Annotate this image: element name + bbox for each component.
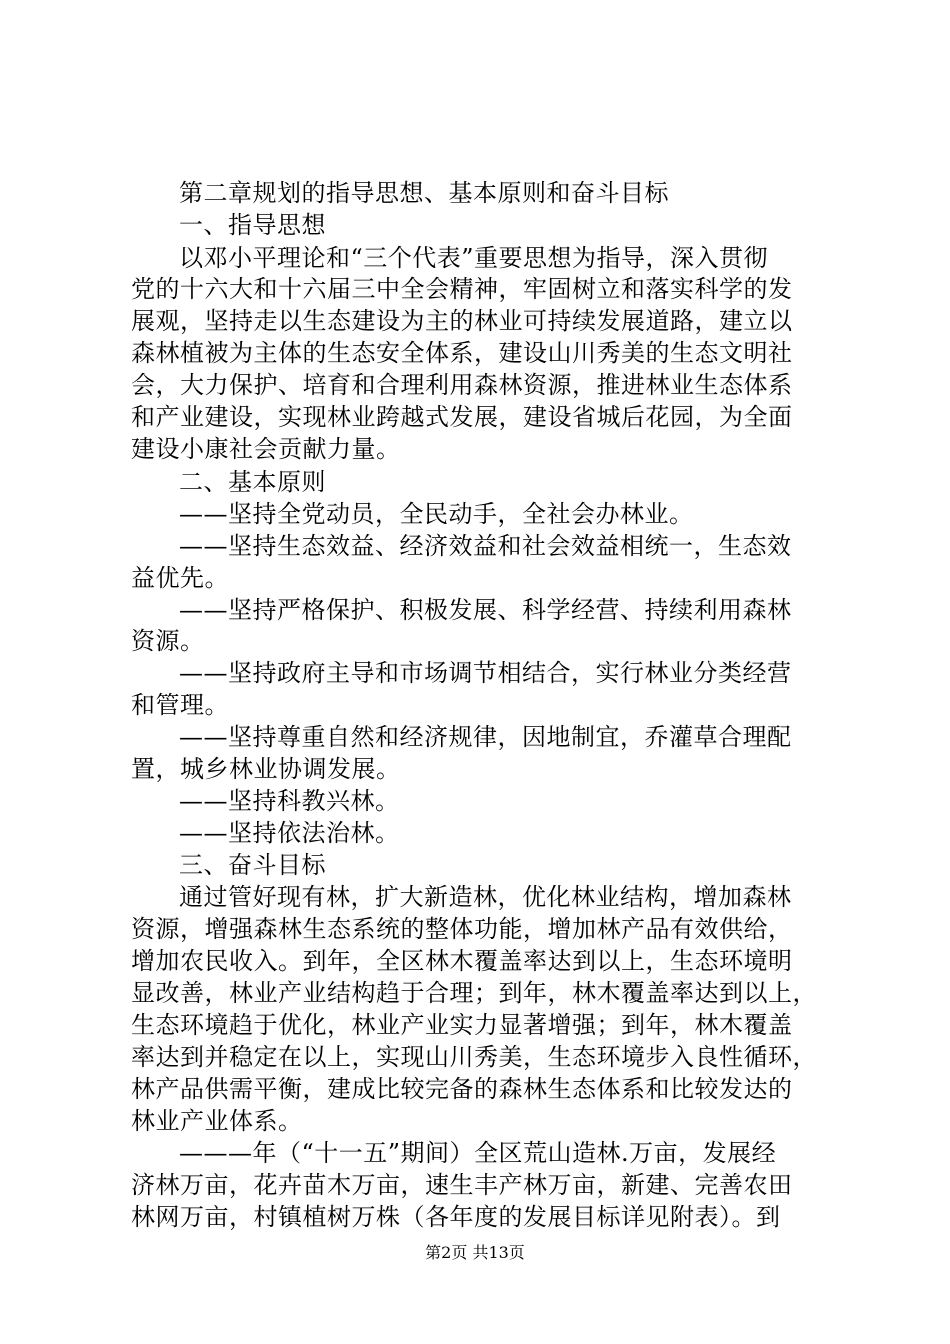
paragraph-line: 林产品供需平衡，建成比较完备的森林生态体系和比较发达的 (131, 1075, 793, 1103)
paragraph-line: 通过管好现有林，扩大新造林，优化林业结构，增加森林 (179, 883, 792, 911)
section-heading: 一、指导思想 (179, 211, 326, 239)
paragraph-line: 显改善，林业产业结构趋于合理；到年，林木覆盖率达到以上， (131, 979, 817, 1007)
chapter-title: 第二章规划的指导思想、基本原则和奋斗目标 (179, 179, 669, 207)
principle-item: ——坚持尊重自然和经济规律，因地制宜，乔灌草合理配 (179, 723, 792, 751)
paragraph-line: 建设小康社会贡献力量。 (131, 435, 401, 463)
paragraph-line: 会，大力保护、培育和合理利用森林资源，推进林业生态体系 (131, 371, 793, 399)
principle-item: ——坚持依法治林。 (179, 819, 400, 847)
paragraph-line: 济林万亩，花卉苗木万亩，速生丰产林万亩，新建、完善农田 (131, 1171, 793, 1199)
paragraph-line: ———年（“十一五”期间）全区荒山造林.万亩，发展经 (179, 1139, 777, 1167)
paragraph-line: 和产业建设，实现林业跨越式发展，建设省城后花园，为全面 (131, 403, 793, 431)
principle-item: 资源。 (131, 627, 205, 655)
page-number: 第2页 共13页 (425, 1243, 525, 1262)
paragraph-line: 党的十六大和十六届三中全会精神，牢固树立和落实科学的发 (131, 275, 793, 303)
paragraph-line: 以邓小平理论和“三个代表”重要思想为指导，深入贯彻 (179, 244, 769, 272)
paragraph-line: 生态环境趋于优化，林业产业实力显著增强；到年，林木覆盖 (131, 1011, 793, 1039)
section-heading: 三、奋斗目标 (179, 851, 326, 879)
principle-item: ——坚持全党动员，全民动手，全社会办林业。 (179, 500, 694, 528)
principle-item: ——坚持政府主导和市场调节相结合，实行林业分类经营 (179, 659, 792, 687)
paragraph-line: 森林植被为主体的生态安全体系，建设山川秀美的生态文明社 (131, 339, 793, 367)
paragraph-line: 林业产业体系。 (131, 1107, 303, 1135)
paragraph-line: 率达到并稳定在以上，实现山川秀美，生态环境步入良性循环， (131, 1043, 817, 1071)
principle-item: 置，城乡林业协调发展。 (131, 755, 401, 783)
section-heading: 二、基本原则 (179, 468, 326, 496)
paragraph-line: 资源，增强森林生态系统的整体功能，增加林产品有效供给， (131, 915, 793, 943)
principle-item: 和管理。 (131, 691, 229, 719)
principle-item: ——坚持生态效益、经济效益和社会效益相统一，生态效 (179, 532, 792, 560)
principle-item: 益优先。 (131, 564, 229, 592)
principle-item: ——坚持严格保护、积极发展、科学经营、持续利用森林 (179, 596, 792, 624)
paragraph-line: 林网万亩，村镇植树万株（各年度的发展目标详见附表）。到 (131, 1203, 781, 1231)
principle-item: ——坚持科教兴林。 (179, 787, 400, 815)
paragraph-line: 增加农民收入。到年，全区林木覆盖率达到以上，生态环境明 (131, 947, 793, 975)
paragraph-line: 展观，坚持走以生态建设为主的林业可持续发展道路，建立以 (131, 307, 793, 335)
